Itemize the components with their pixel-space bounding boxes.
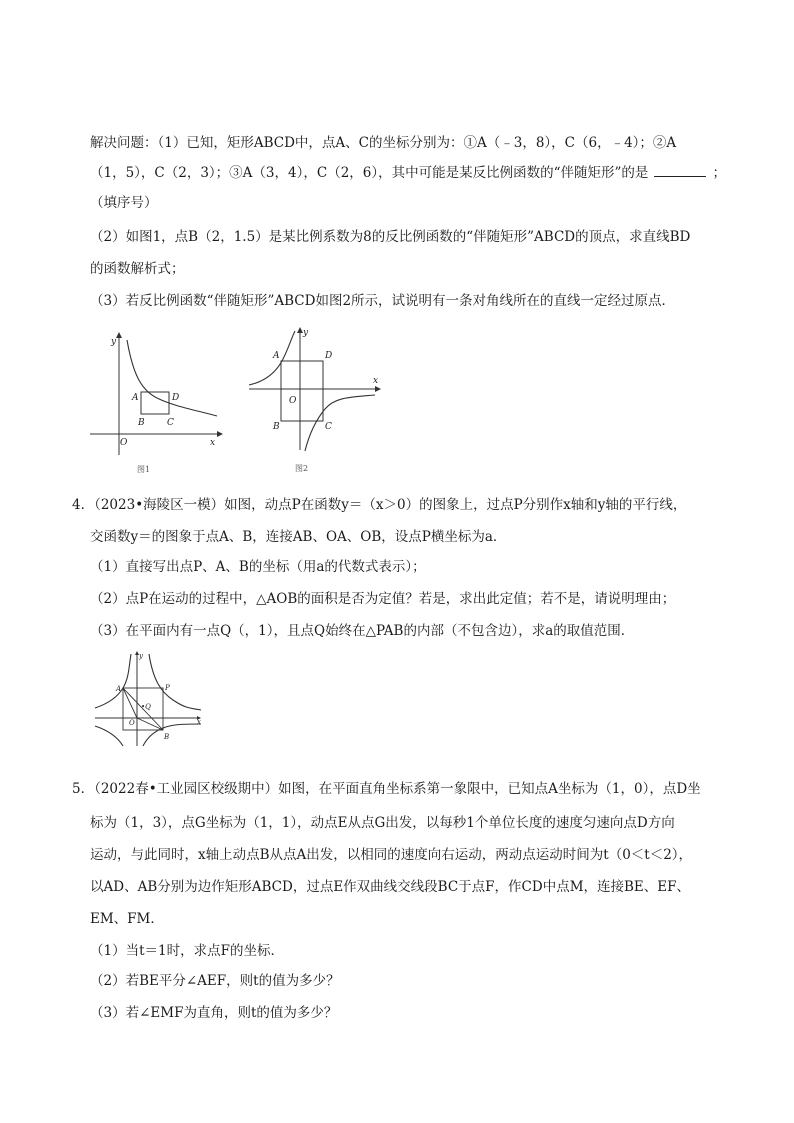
q5-line-3: 运动，与此同时，x轴上动点B从点A出发，以相同的速度向右运动，两动点运动时间为t（0＜t＜2），	[90, 847, 693, 863]
fig2-curve-right	[305, 395, 375, 451]
q4fig-label-b: B	[164, 733, 170, 741]
q4fig-curve-q4	[143, 724, 201, 746]
answer-blank[interactable]	[654, 164, 706, 177]
q4-line-1: 4．（2023•海陵区一模）如图，动点P在函数y＝（x＞0）的图象上，过点P分别作x轴和y轴的平行线，	[72, 497, 687, 513]
fig2-label-c: C	[325, 422, 332, 432]
q4fig-label-p: P	[165, 684, 170, 692]
fig2-label-o: O	[289, 396, 297, 406]
q5-line-4: 以AD、AB分别为边作矩形ABCD，过点E作双曲线交线段BC于点F，作CD中点M，连接BE、EF、	[90, 879, 691, 895]
fig1-rectangle	[141, 392, 169, 414]
fig2-label-y: y	[303, 328, 309, 338]
fig1-label-o: O	[120, 438, 128, 448]
q4fig-label-q: •Q	[141, 703, 151, 711]
q5-line-5: EM、FM．	[90, 911, 164, 927]
q3-line-3: （填序号）	[90, 195, 158, 211]
q4fig-oa	[123, 688, 137, 718]
fig1-label-d: D	[172, 393, 180, 403]
q4fig-curve-q2	[95, 654, 131, 708]
fig1-y-arrow	[116, 332, 122, 338]
q3-line-1: 解决问题：（1）已知，矩形ABCD中，点A、C的坐标分别为：①A（﹣3，8），C（6，﹣4）；②A	[90, 135, 677, 151]
fig1-x-arrow	[217, 431, 223, 437]
q4fig-label-a: A	[116, 685, 122, 693]
q4-line-4: （2）点P在运动的过程中，△AOB的面积是否为定值？若是，求出此定值；若不是，请说明理由；	[90, 591, 676, 607]
fig1-caption: 图1	[137, 465, 151, 474]
q4fig-ob	[137, 718, 163, 730]
q5-line-8: （3）若∠EMF为直角，则t的值为多少？	[90, 1005, 338, 1021]
q4fig-curve-q1	[149, 654, 201, 710]
fig2-label-b: B	[273, 422, 280, 432]
fig2-curve-left	[249, 331, 295, 385]
q5-line-2: 标为（1，3），点G坐标为（1，1），动点E从点G出发，以每秒1个单位长度的速度匀速向点D方向	[90, 815, 675, 831]
figure-2	[243, 325, 383, 473]
q4fig-label-x: x	[197, 718, 201, 726]
fig2-label-d: D	[325, 351, 333, 361]
figure-q4	[93, 650, 205, 748]
fig1-label-a: A	[132, 393, 139, 403]
q3-line-6: （3）若反比例函数“伴随矩形”ABCD如图2所示，试说明有一条对角线所在的直线一定经过原点．	[90, 293, 676, 309]
q5-line-7: （2）若BE平分∠AEF，则t的值为多少？	[90, 973, 340, 989]
q4-line-3: （1）直接写出点P、A、B的坐标（用a的代数式表示）；	[90, 559, 426, 575]
fig1-label-b: B	[138, 418, 145, 428]
q4-line-5: （3）在平面内有一点Q（，1），且点Q始终在△PAB的内部（不包含边），求a的取值范围．	[90, 623, 635, 639]
q5-line-6: （1）当t＝1时，求点F的坐标．	[90, 943, 284, 959]
q3-line-2	[90, 163, 726, 183]
q4fig-label-y: y	[139, 652, 143, 660]
fig1-label-x: x	[210, 438, 216, 448]
fig2-caption: 图2	[295, 464, 309, 473]
fig2-x-arrow	[375, 386, 381, 392]
fig2-label-x: x	[373, 376, 379, 386]
q4fig-label-o: O	[129, 719, 135, 727]
fig1-label-y: y	[111, 337, 117, 347]
fig1-label-c: C	[167, 418, 174, 428]
q3-line-4: （2）如图1，点B（2，1.5）是某比例系数为8的反比例函数的“伴随矩形”ABCD的顶点，求直线BD	[90, 229, 691, 245]
q5-line-1: 5．（2022春•工业园区校级期中）如图，在平面直角坐标系第一象限中，已知点A坐标为（1，0），点D坐	[72, 781, 701, 797]
q3-line-2-text: （1，5），C（2，3）；③A（3，4），C（2，6），其中可能是某反比例函数的“伴随矩形”的是	[90, 165, 649, 181]
q4-line-2: 交函数y＝的图象于点A、B，连接AB、OA、OB，设点P横坐标为a．	[90, 529, 507, 545]
fig2-label-a: A	[273, 351, 280, 361]
q4fig-curve-q3	[95, 726, 123, 746]
fig2-rectangle	[281, 361, 323, 421]
q3-line-5: 的函数解析式；	[90, 261, 185, 277]
figure-1	[85, 330, 225, 474]
q3-line-2-end: ；	[712, 165, 726, 181]
